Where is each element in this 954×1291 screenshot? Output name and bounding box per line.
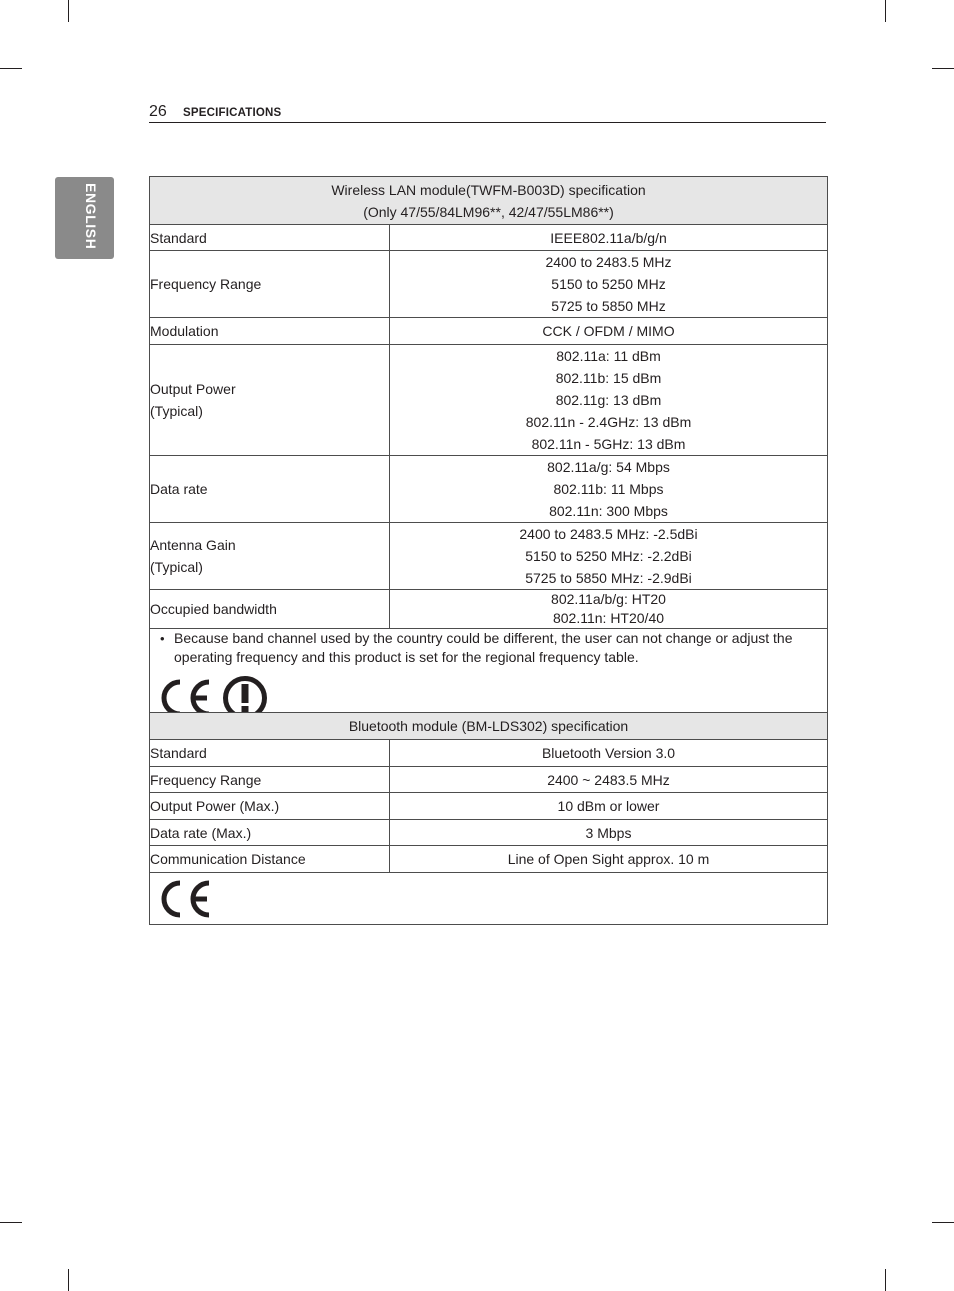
language-tab-label: ENGLISH bbox=[83, 183, 99, 250]
table-row bbox=[150, 767, 828, 793]
row-label: Antenna Gain (Typical) bbox=[150, 523, 390, 590]
frequency-note: Because band channel used by the country could be different, the user can not change or adjust the operating frequency and this product is set for the regional frequency table. bbox=[174, 630, 793, 665]
row-value: 802.11a: 11 dBm 802.11b: 15 dBm 802.11g: 13 dBm 802.11n - 2.4GHz: 13 dBm 802.11n - 5GHz: 13 dBm bbox=[390, 345, 828, 456]
language-tab bbox=[55, 177, 114, 259]
table-row bbox=[150, 456, 828, 523]
row-label: Frequency Range bbox=[150, 767, 390, 793]
row-label: Modulation bbox=[150, 318, 390, 345]
row-value: 3 Mbps bbox=[390, 820, 828, 846]
table-row bbox=[150, 873, 828, 925]
wlan-title-line: Wireless LAN module(TWFM-B003D) specification bbox=[331, 181, 646, 198]
row-label: Data rate bbox=[150, 456, 390, 523]
table-row bbox=[150, 793, 828, 820]
row-value: 802.11a/b/g: HT20 802.11n: HT20/40 bbox=[390, 590, 828, 629]
row-label: Standard bbox=[150, 225, 390, 251]
row-value: Bluetooth Version 3.0 bbox=[390, 740, 828, 767]
page-header bbox=[149, 100, 826, 123]
row-value: IEEE802.11a/b/g/n bbox=[390, 225, 828, 251]
table-row bbox=[150, 740, 828, 767]
row-label: Frequency Range bbox=[150, 251, 390, 318]
crop-mark bbox=[932, 1222, 954, 1223]
page-number: 26 bbox=[149, 103, 167, 120]
row-label: Standard bbox=[150, 740, 390, 767]
crop-mark bbox=[932, 68, 954, 69]
table-row bbox=[150, 629, 828, 723]
table-row bbox=[150, 846, 828, 873]
row-label: Occupied bandwidth bbox=[150, 590, 390, 629]
crop-mark bbox=[0, 68, 22, 69]
table-row bbox=[150, 251, 828, 318]
crop-mark bbox=[885, 0, 886, 22]
certification-marks bbox=[150, 873, 827, 920]
wlan-note-cell bbox=[150, 629, 828, 723]
crop-mark bbox=[885, 1269, 886, 1291]
row-label: Output Power (Max.) bbox=[150, 793, 390, 820]
row-value: 2400 ~ 2483.5 MHz bbox=[390, 767, 828, 793]
crop-mark bbox=[68, 1269, 69, 1291]
row-value: CCK / OFDM / MIMO bbox=[390, 318, 828, 345]
row-value: 802.11a/g: 54 Mbps 802.11b: 11 Mbps 802.11n: 300 Mbps bbox=[390, 456, 828, 523]
crop-mark bbox=[0, 1222, 22, 1223]
bluetooth-marks-cell bbox=[150, 873, 828, 925]
table-row bbox=[150, 345, 828, 456]
table-row bbox=[150, 523, 828, 590]
row-label: Data rate (Max.) bbox=[150, 820, 390, 846]
table-row bbox=[150, 590, 828, 629]
table-row bbox=[150, 225, 828, 251]
wlan-title-models: (Only 47/55/84LM96**, 42/47/55LM86**) bbox=[363, 203, 614, 220]
row-value: 2400 to 2483.5 MHz: -2.5dBi 5150 to 5250 MHz: -2.2dBi 5725 to 5850 MHz: -2.9dBi bbox=[390, 523, 828, 590]
wlan-spec-table bbox=[149, 176, 828, 723]
wlan-table-title bbox=[150, 177, 828, 225]
row-value: Line of Open Sight approx. 10 m bbox=[390, 846, 828, 873]
table-row bbox=[150, 318, 828, 345]
section-title: SPECIFICATIONS bbox=[183, 107, 282, 119]
table-row bbox=[150, 820, 828, 846]
note-bullet: • bbox=[160, 631, 165, 646]
row-value: 2400 to 2483.5 MHz 5150 to 5250 MHz 5725 to 5850 MHz bbox=[390, 251, 828, 318]
row-label: Output Power (Typical) bbox=[150, 345, 390, 456]
crop-mark bbox=[68, 0, 69, 22]
ce-mark-icon bbox=[156, 878, 214, 920]
bluetooth-table-title: Bluetooth module (BM-LDS302) specification bbox=[150, 713, 828, 740]
row-value: 10 dBm or lower bbox=[390, 793, 828, 820]
row-label: Communication Distance bbox=[150, 846, 390, 873]
bluetooth-spec-table bbox=[149, 712, 828, 925]
